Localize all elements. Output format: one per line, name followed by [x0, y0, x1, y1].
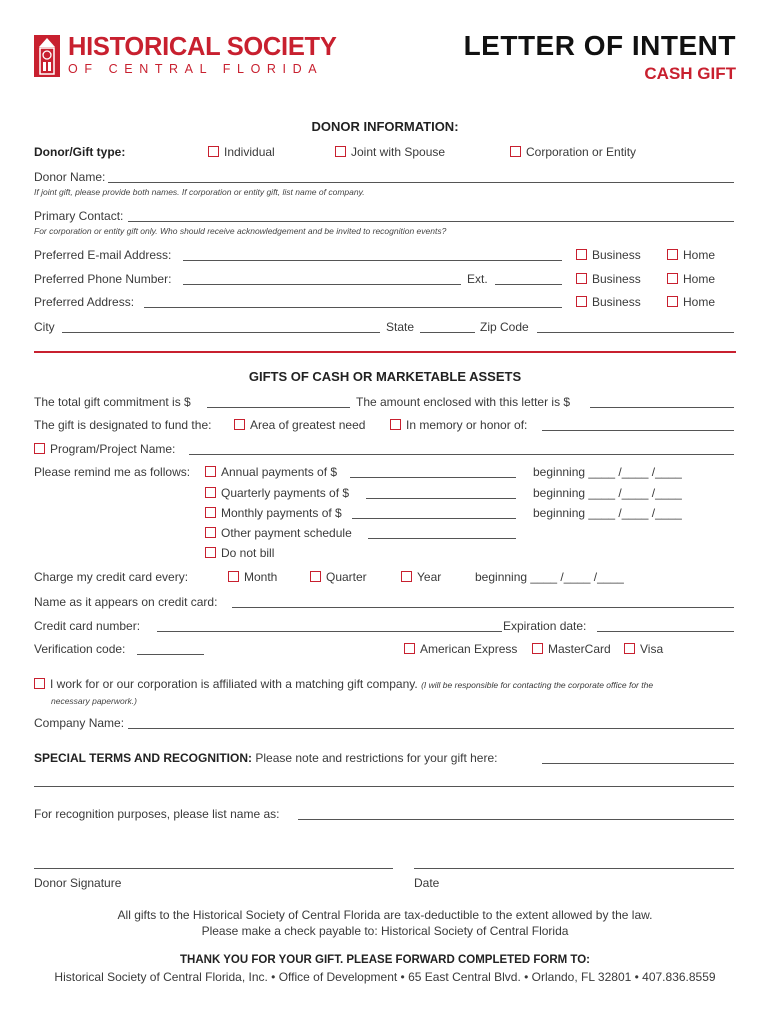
city-field[interactable] [62, 332, 380, 333]
signature-field[interactable] [34, 868, 393, 869]
card-name-field[interactable] [232, 607, 734, 608]
address-home-checkbox[interactable] [667, 296, 678, 307]
enclosed-field[interactable] [590, 407, 734, 408]
visa-option[interactable]: Visa [624, 642, 663, 656]
email-home-checkbox[interactable] [667, 249, 678, 260]
charge-month-checkbox[interactable] [228, 571, 239, 582]
program-option[interactable]: Program/Project Name: [34, 442, 175, 456]
other-schedule-checkbox[interactable] [205, 527, 216, 538]
card-number-field[interactable] [157, 631, 502, 632]
date-label: Date [414, 876, 440, 890]
zip-label: Zip Code [480, 320, 529, 334]
address-business[interactable]: Business [576, 295, 641, 309]
charge-month[interactable]: Month [228, 570, 277, 584]
annual-option[interactable]: Annual payments of $ [205, 465, 337, 479]
email-home[interactable]: Home [667, 248, 715, 262]
monthly-beginning: beginning ____ /____ /____ [533, 506, 682, 520]
designated-label: The gift is designated to fund the: [34, 418, 212, 432]
expiration-label: Expiration date: [503, 619, 587, 633]
company-name-field[interactable] [128, 728, 734, 729]
do-not-bill-checkbox[interactable] [205, 547, 216, 558]
section-divider [34, 351, 736, 353]
quarterly-beginning: beginning ____ /____ /____ [533, 486, 682, 500]
donor-section-title: DONOR INFORMATION: [311, 119, 459, 134]
matching-gift-checkbox[interactable] [34, 678, 45, 689]
verification-label: Verification code: [34, 642, 126, 656]
donor-name-field[interactable] [108, 182, 734, 183]
email-business[interactable]: Business [576, 248, 641, 262]
charge-year[interactable]: Year [401, 570, 441, 584]
annual-field[interactable] [350, 477, 516, 478]
gift-type-individual[interactable]: Individual [208, 145, 275, 159]
other-schedule-option[interactable]: Other payment schedule [205, 526, 352, 540]
card-name-label: Name as it appears on credit card: [34, 595, 218, 609]
special-terms-field-2[interactable] [34, 786, 734, 787]
quarterly-option[interactable]: Quarterly payments of $ [205, 486, 349, 500]
card-number-label: Credit card number: [34, 619, 141, 633]
primary-contact-label: Primary Contact: [34, 209, 124, 223]
signature-label: Donor Signature [34, 876, 122, 890]
address-label: Preferred Address: [34, 295, 135, 309]
phone-home[interactable]: Home [667, 272, 715, 286]
zip-field[interactable] [537, 332, 734, 333]
donor-name-hint: If joint gift, please provide both names. If corporation or entity gift, list name of company. [34, 187, 365, 197]
document-subtitle: CASH GIFT [644, 64, 736, 83]
program-checkbox[interactable] [34, 443, 45, 454]
monthly-option[interactable]: Monthly payments of $ [205, 506, 342, 520]
quarterly-checkbox[interactable] [205, 487, 216, 498]
recognition-label: For recognition purposes, please list name as: [34, 807, 280, 821]
mastercard-checkbox[interactable] [532, 643, 543, 654]
email-field[interactable] [183, 260, 562, 261]
city-label: City [34, 320, 55, 334]
date-field[interactable] [414, 868, 734, 869]
do-not-bill-option[interactable]: Do not bill [205, 546, 274, 560]
gift-type-label: Donor/Gift type: [34, 145, 126, 159]
donor-name-label: Donor Name: [34, 170, 106, 184]
address-field[interactable] [144, 307, 562, 308]
address-home[interactable]: Home [667, 295, 715, 309]
monthly-checkbox[interactable] [205, 507, 216, 518]
recognition-field[interactable] [298, 819, 734, 820]
clock-tower-icon [34, 35, 60, 77]
memory-honor-checkbox[interactable] [390, 419, 401, 430]
matching-note-cont: necessary paperwork.) [51, 696, 137, 706]
state-field[interactable] [420, 332, 475, 333]
memory-honor-option[interactable]: In memory or honor of: [390, 418, 527, 432]
email-business-checkbox[interactable] [576, 249, 587, 260]
charge-year-checkbox[interactable] [401, 571, 412, 582]
logo [34, 34, 364, 78]
phone-label: Preferred Phone Number: [34, 272, 172, 286]
joint-checkbox[interactable] [335, 146, 346, 157]
tax-line: All gifts to the Historical Society of Central Florida are tax-deductible to the extent allowed by the law. [117, 908, 653, 922]
document-title: LETTER OF INTENT [463, 30, 736, 61]
gift-type-joint[interactable]: Joint with Spouse [335, 145, 445, 159]
gifts-section-title: GIFTS OF CASH OR MARKETABLE ASSETS [248, 369, 522, 384]
quarterly-field[interactable] [366, 498, 516, 499]
special-terms-field-1[interactable] [542, 763, 734, 764]
thanks-line: THANK YOU FOR YOUR GIFT. PLEASE FORWARD COMPLETED FORM TO: [180, 954, 590, 966]
primary-contact-hint: For corporation or entity gift only. Who should receive acknowledgement and be invited to recognition events? [34, 226, 447, 236]
org-name: HISTORICAL SOCIETY [68, 33, 337, 61]
charge-label: Charge my credit card every: [34, 570, 189, 584]
enclosed-label: The amount enclosed with this letter is $ [356, 395, 571, 409]
company-name-label: Company Name: [34, 716, 125, 730]
area-need-option[interactable]: Area of greatest need [234, 418, 365, 432]
annual-checkbox[interactable] [205, 466, 216, 477]
phone-field[interactable] [183, 284, 461, 285]
charge-beginning: beginning ____ /____ /____ [475, 570, 624, 584]
phone-home-checkbox[interactable] [667, 273, 678, 284]
annual-beginning: beginning ____ /____ /____ [533, 465, 682, 479]
gift-type-corp[interactable]: Corporation or Entity [510, 145, 636, 159]
address-line: Historical Society of Central Florida, Inc. • Office of Development • 65 East Central Blvd. • Orlando, FL 32801 • 407.836.8559 [54, 970, 716, 984]
remind-label: Please remind me as follows: [34, 465, 191, 479]
other-schedule-field[interactable] [368, 538, 516, 539]
charge-quarter[interactable]: Quarter [310, 570, 367, 584]
mastercard-option[interactable]: MasterCard [532, 642, 611, 656]
corporation-checkbox[interactable] [510, 146, 521, 157]
total-field[interactable] [207, 407, 350, 408]
amex-checkbox[interactable] [404, 643, 415, 654]
special-terms: SPECIAL TERMS AND RECOGNITION: Please note and restrictions for your gift here: [34, 751, 498, 765]
ext-label: Ext. [467, 272, 488, 286]
ext-field[interactable] [495, 284, 562, 285]
program-field[interactable] [189, 454, 734, 455]
verification-field[interactable] [137, 654, 204, 655]
org-subtitle: OF CENTRAL FLORIDA [68, 62, 324, 76]
address-business-checkbox[interactable] [576, 296, 587, 307]
expiration-field[interactable] [597, 631, 734, 632]
email-label: Preferred E-mail Address: [34, 248, 172, 262]
memory-honor-field[interactable] [542, 430, 734, 431]
state-label: State [386, 320, 415, 334]
check-line: Please make a check payable to: Historical Society of Central Florida [201, 924, 569, 938]
phone-business-checkbox[interactable] [576, 273, 587, 284]
amex-option[interactable]: American Express [404, 642, 517, 656]
monthly-field[interactable] [352, 518, 516, 519]
matching-gift-option[interactable]: I work for or our corporation is affiliated with a matching gift company. (I will be responsible for contacting the corporate office for the [34, 677, 653, 691]
total-label: The total gift commitment is $ [34, 395, 191, 409]
charge-quarter-checkbox[interactable] [310, 571, 321, 582]
visa-checkbox[interactable] [624, 643, 635, 654]
primary-contact-field[interactable] [128, 221, 734, 222]
individual-checkbox[interactable] [208, 146, 219, 157]
phone-business[interactable]: Business [576, 272, 641, 286]
area-need-checkbox[interactable] [234, 419, 245, 430]
